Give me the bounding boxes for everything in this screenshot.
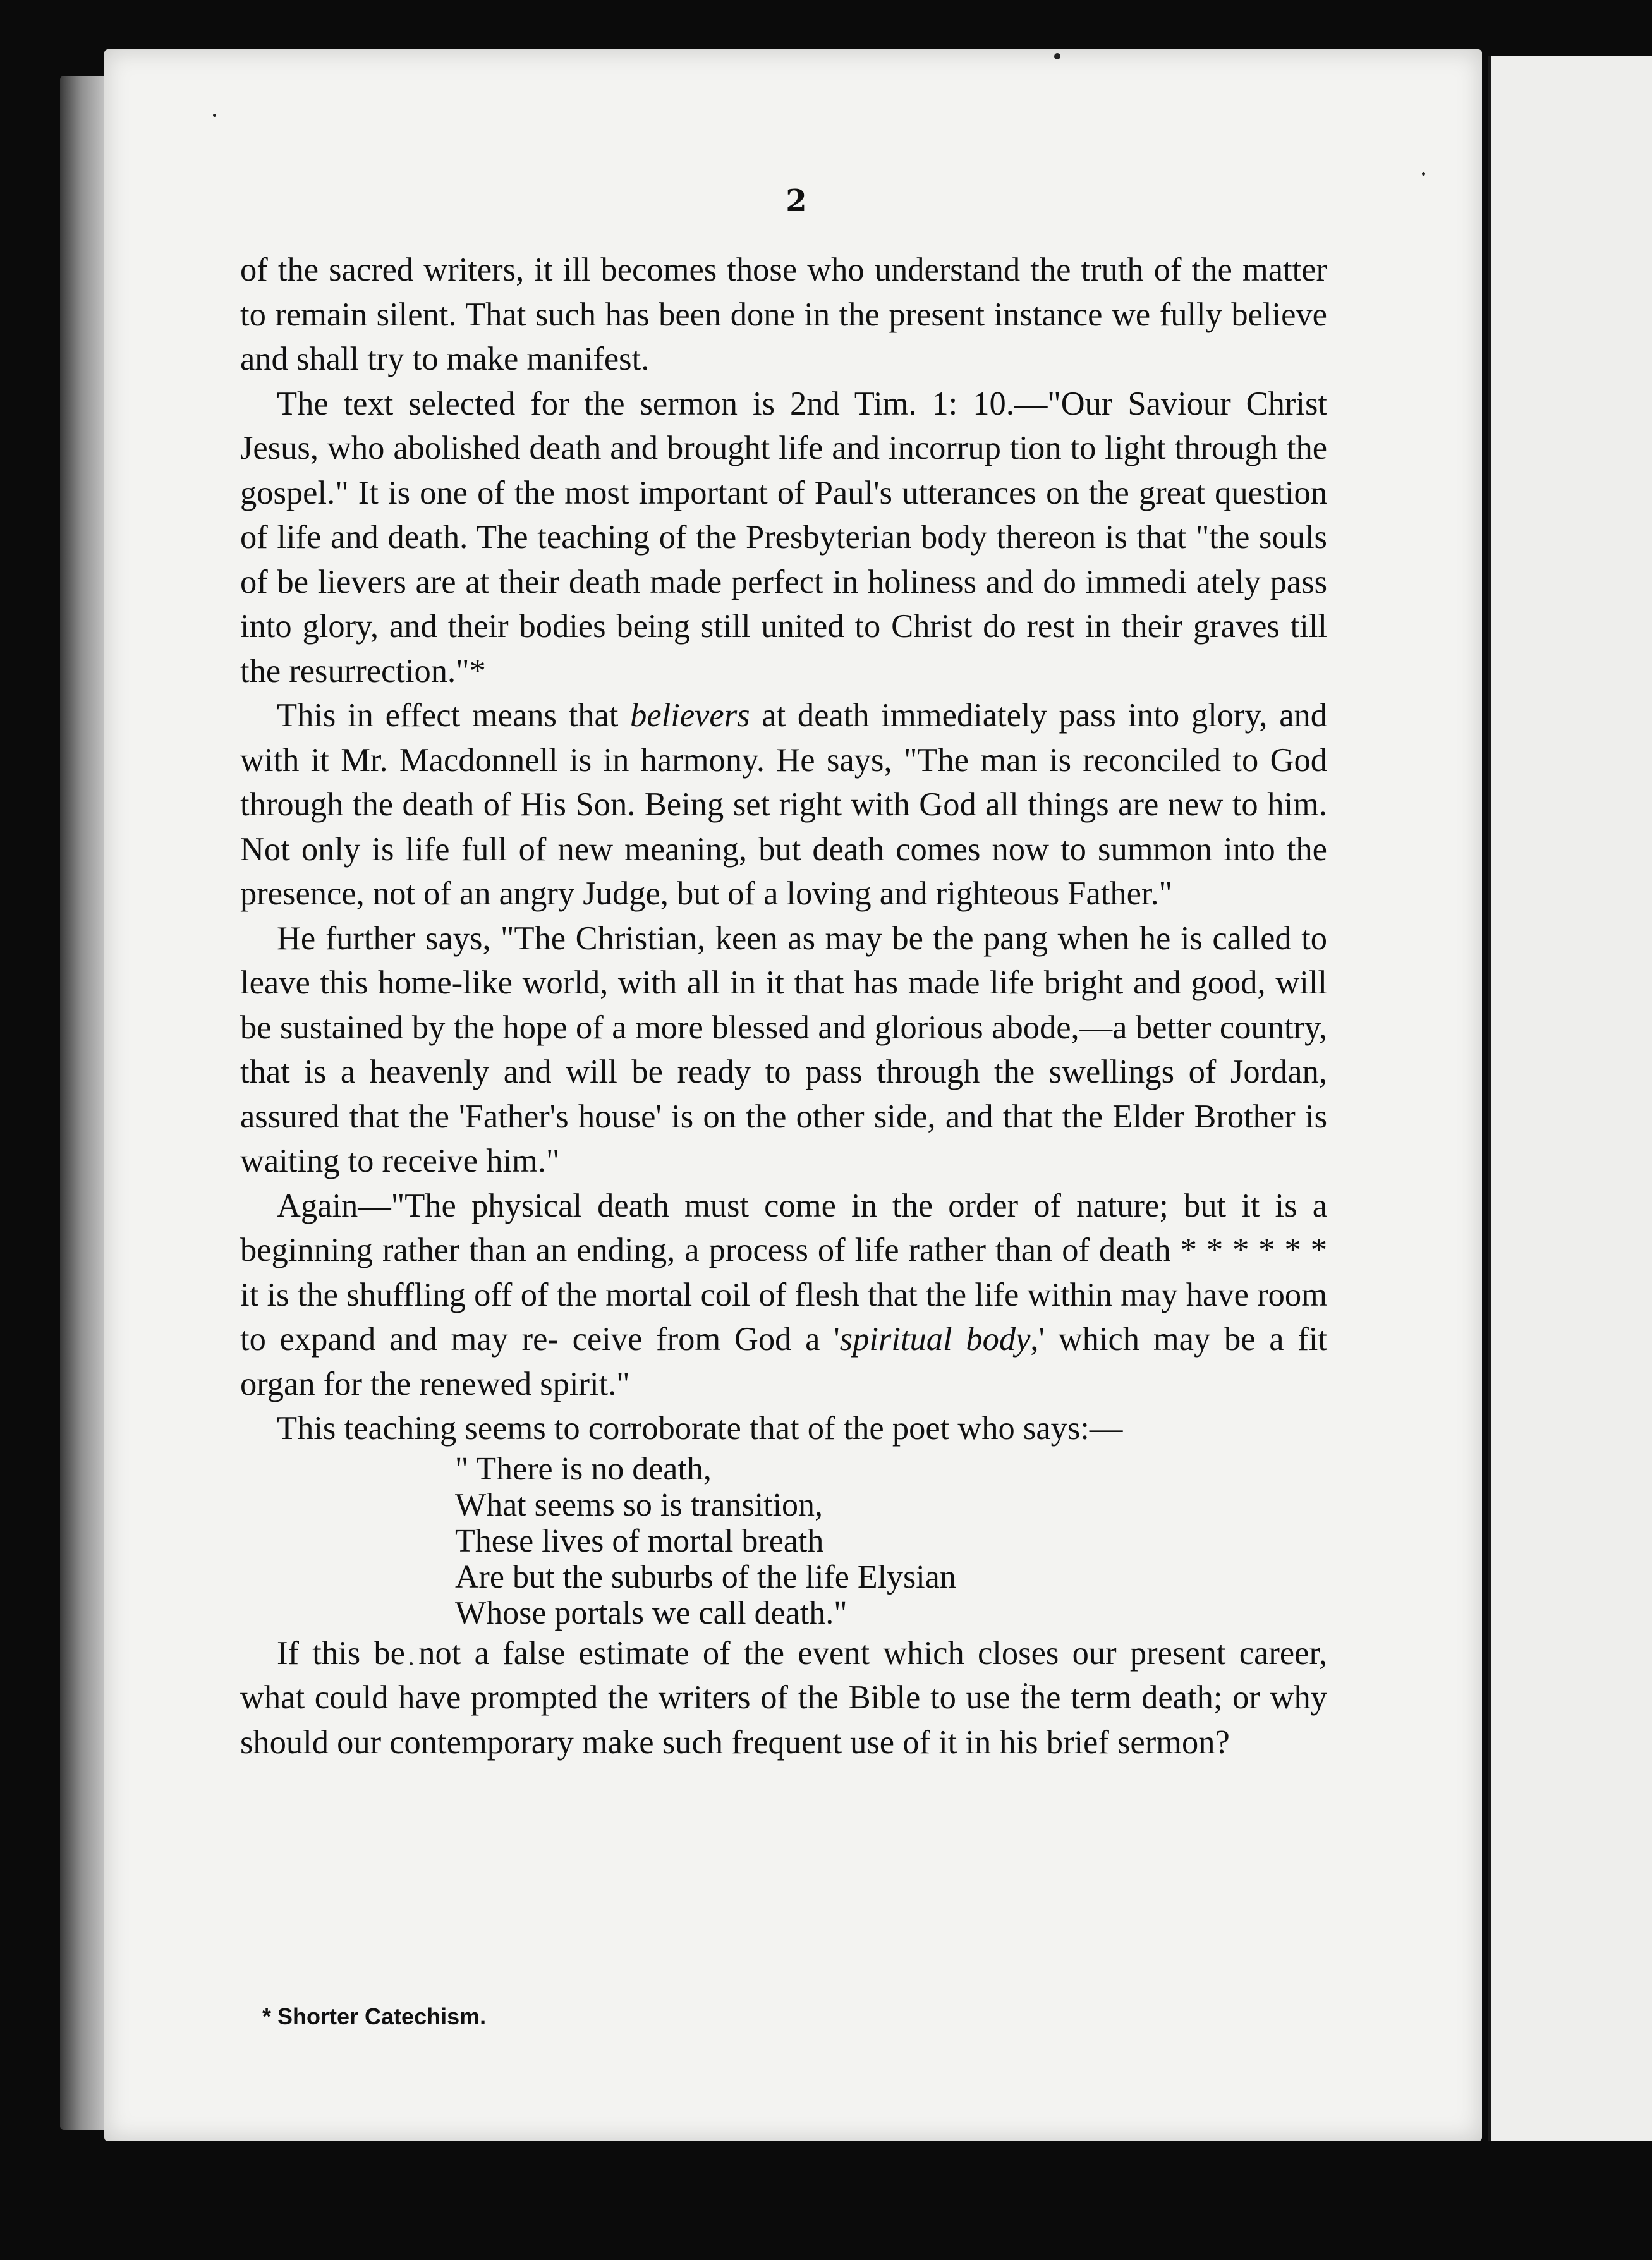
footnote: * Shorter Catechism. (262, 2003, 487, 2029)
print-speck (213, 114, 216, 117)
print-speck (1054, 53, 1060, 59)
poem-line: Are but the suburbs of the life Elysian (455, 1558, 956, 1595)
paragraph: He further says, "The Christian, keen as may be the pang when he is called to leave this home-like world, with all in it that has made life bright and good, will be sustained by the hope of a more blessed and glorious abode,—a better country, that is a heavenly and will be ready to pass through the swellings of Jordan, assured that the 'Father's house' is on the other side, and that the Elder Brother is waiting to receive him." (240, 920, 1327, 1179)
emphasized-word: believers (630, 697, 750, 734)
poem-line: " There is no death, (455, 1450, 712, 1487)
poem-line: Whose portals we call death." (455, 1595, 847, 1631)
poem-quotation (455, 1451, 1327, 1631)
adjacent-page-edge (1488, 56, 1652, 2141)
paragraph: The text selected for the sermon is 2nd Tim. 1: 10.—"Our Saviour Christ Jesus, who abolished death and brought life and incorrup tion to light through the gospel." It is one of the most important of Paul's utterances on the great question of life and death. The teaching of the Presbyterian body thereon is that "the souls of be lievers are at their death made perfect in holiness and do immedi ately pass into glory, and their bodies being still united to Christ do rest in their graves till the resurrection."* (240, 385, 1327, 690)
paragraph-text: This in effect means that (277, 697, 631, 734)
page-number: 2 (786, 183, 807, 219)
book-spine-edge (60, 76, 107, 2130)
paragraph (240, 1184, 1327, 1407)
poem-line: These lives of mortal breath (455, 1522, 824, 1559)
paragraph: of the sacred writers, it ill becomes those who understand the truth of the matter to remain silent. That such has been done in the present instance we fully believe and shall try to make manifest. (240, 252, 1327, 377)
paragraph-text: Again—"The physical death must come in the order of nature; but it is a beginning rather than an ending, a process of life rather than of death * * * * * * it is the shuffling off of the mortal coil of flesh that the life within may have room to expand and may re- ceive from God a ' (240, 1187, 1327, 1358)
poem-line: What seems so is transition, (455, 1486, 823, 1523)
paragraph-text: at death immediately pass into glory, and with it Mr. Macdonnell is in harmony. He says, "The man is reconciled to God through the death of His Son. Being set right with God all things are new to him. Not only is life full of new meaning, but death comes now to summon into the presence, not of an angry Judge, but of a loving and righteous Father." (240, 697, 1327, 912)
paragraph (240, 693, 1327, 916)
paragraph-text: ,' which may be a fit organ for the renewed spirit." (240, 1321, 1327, 1402)
emphasized-phrase: spiritual body (839, 1321, 1031, 1358)
paragraph: If this be not a false estimate of the event which closes our present career, what could have prompted the writers of the Bible to use the term death; or why should our contemporary make such frequent use of it in his brief sermon? (240, 1634, 1327, 1761)
paragraph: This teaching seems to corroborate that of the poet who says:— (277, 1410, 1123, 1447)
print-speck (1422, 172, 1425, 176)
body-text (240, 248, 1327, 1765)
